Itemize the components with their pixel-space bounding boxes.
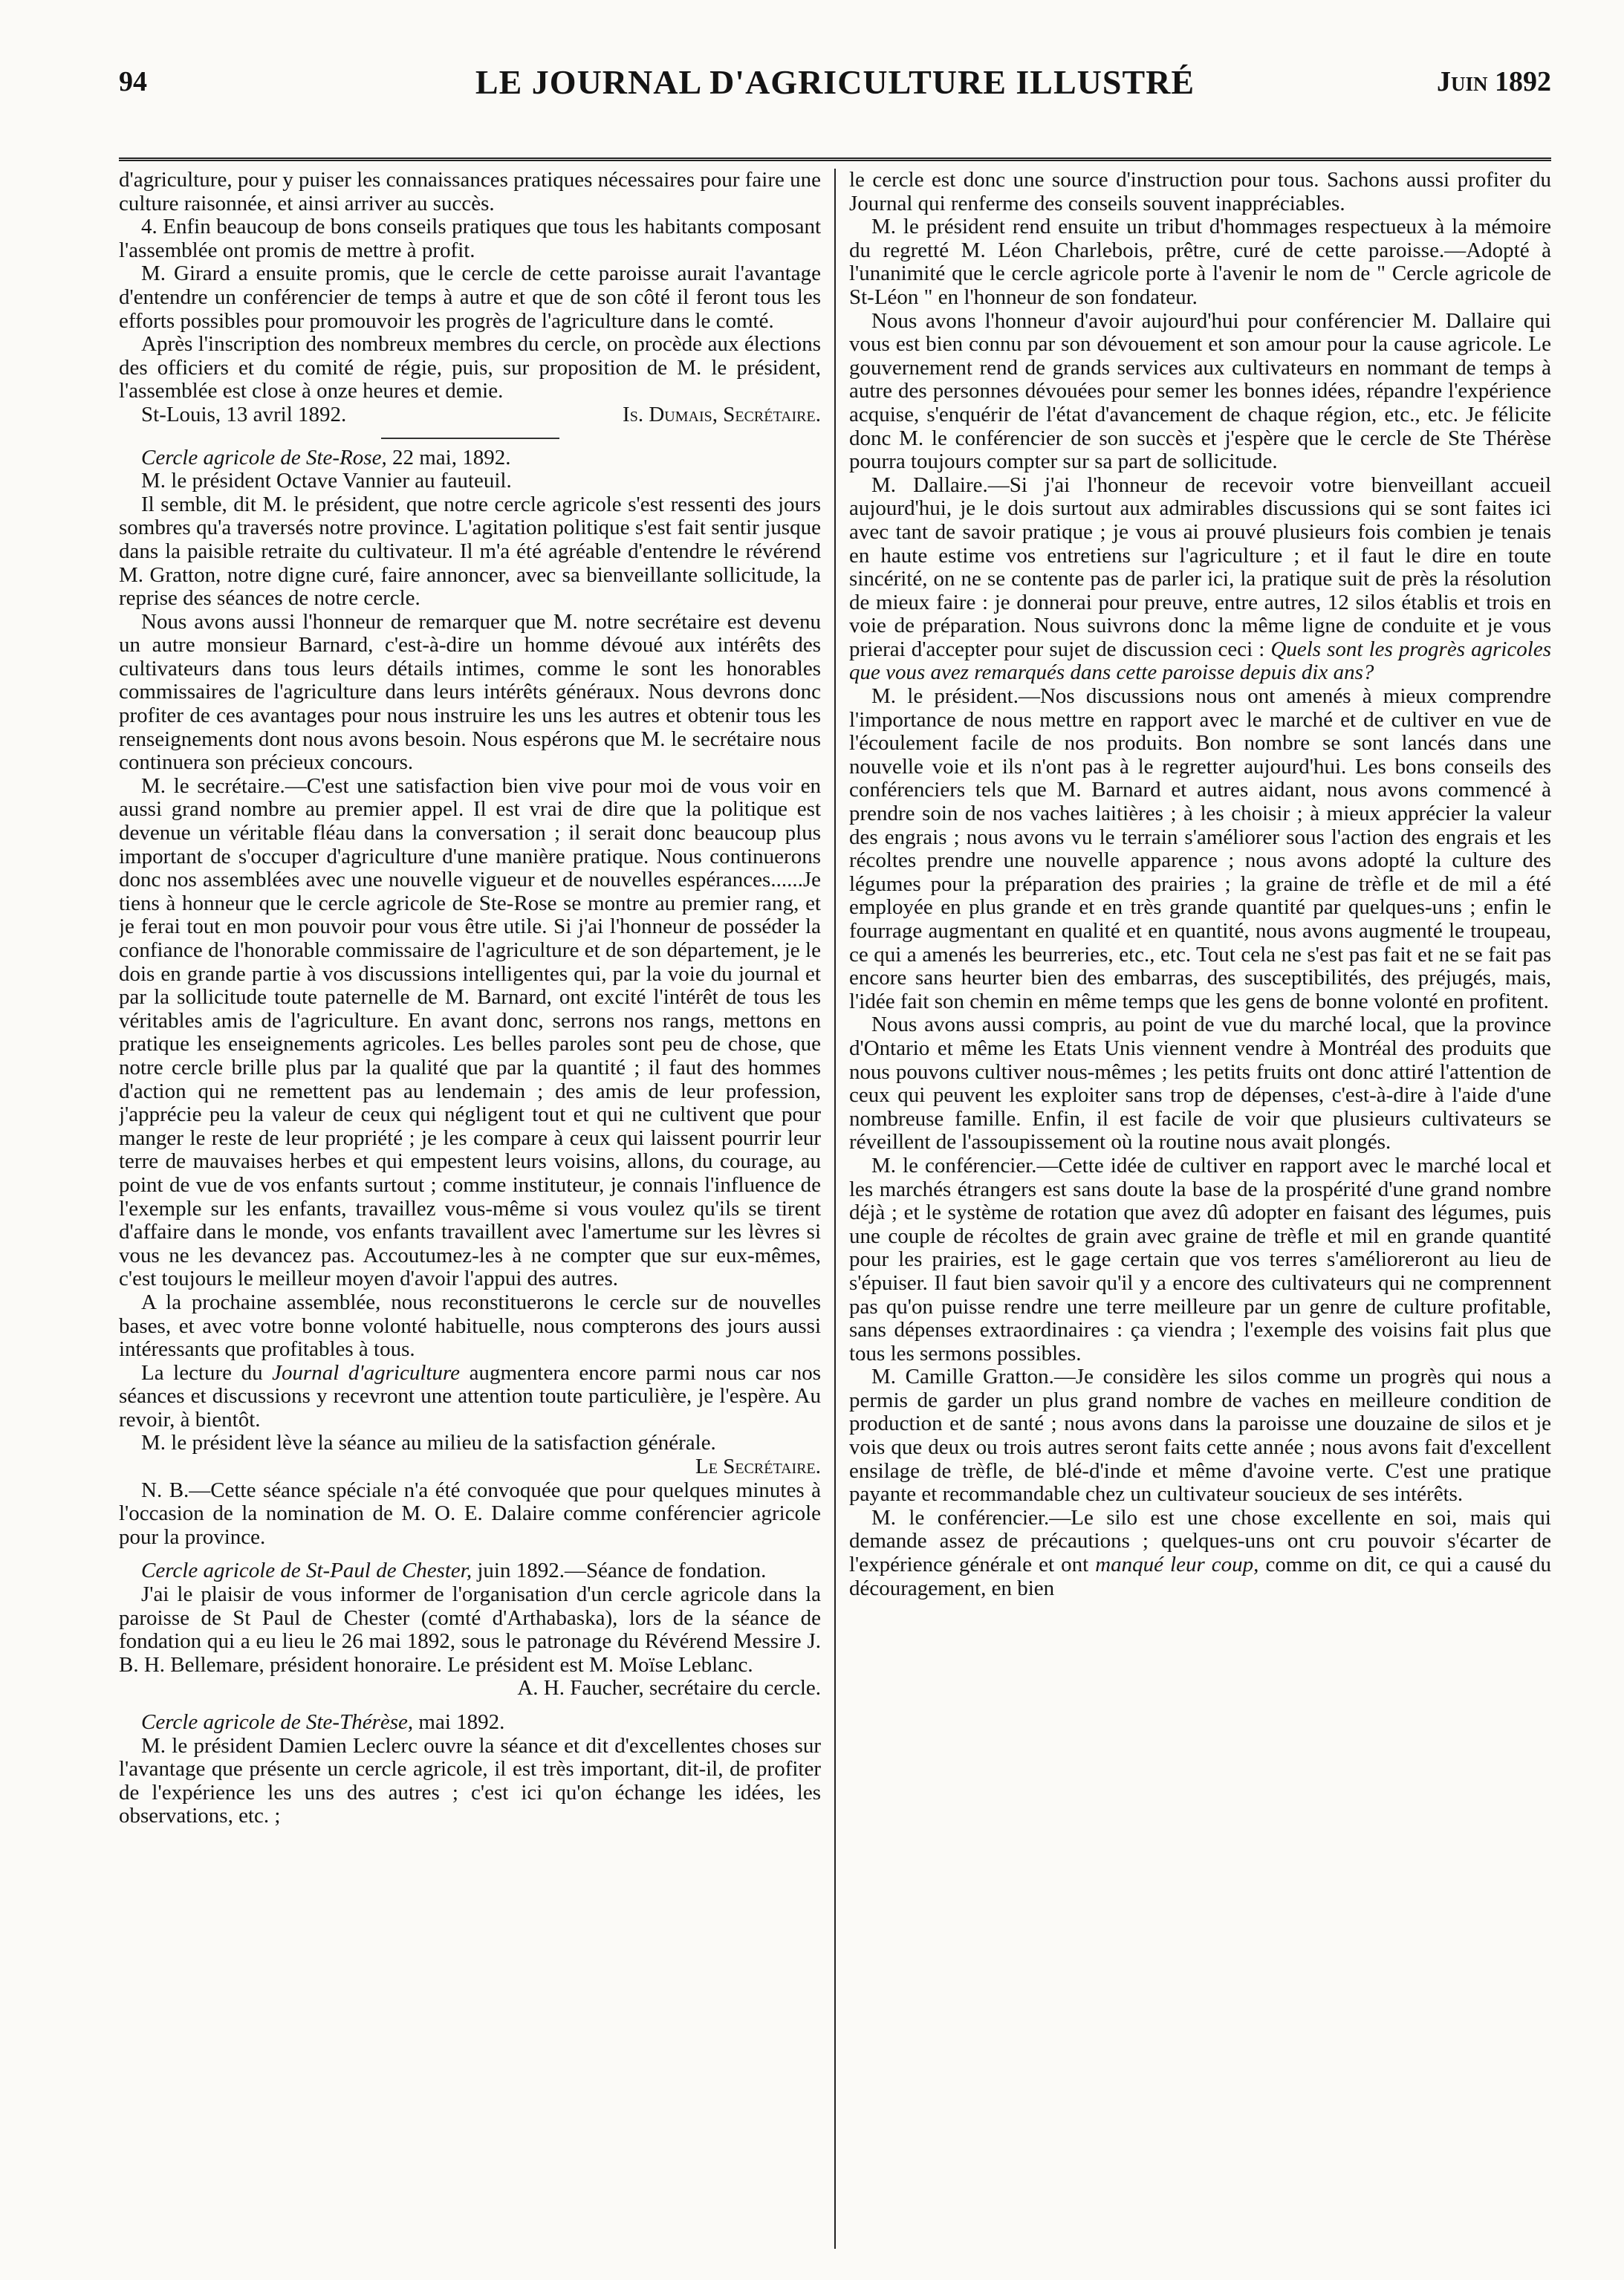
- secretary-signature: Le Secrétaire.: [695, 1455, 821, 1479]
- section-date: juin 1892.—Séance de fondation.: [472, 1559, 767, 1583]
- section-title: Cercle agricole de St-Paul de Chester,: [141, 1559, 472, 1583]
- paragraph: M. le président Octave Vannier au fauteuil.: [141, 469, 512, 493]
- section-date: 22 mai, 1892.: [386, 445, 511, 470]
- left-column: [119, 169, 834, 2249]
- discussion-question: Quels sont les progrès agricoles que vous avez remarqués dans cette paroisse depuis dix ans?: [849, 637, 1551, 685]
- article-columns: [119, 169, 1551, 2249]
- paragraph: M. le président Damien Leclerc ouvre la séance et dit d'excellentes choses sur l'avantage que présente un cercle agricole, il est très important, dit-il, de profiter de l'expérience les uns des autres ; c'est ici qu'on échange les idées, les observations, etc. ;: [119, 1733, 821, 1828]
- text-run: M. Dallaire.—Si j'ai l'honneur de recevoir votre bienveillant accueil aujourd'hui, je le dois surtout aux admirables discussions qui se sont faites ici avec tant de savoir pratique ; je vous ai prouvé plusieurs fois combien je tenais en haute estime vos entretiens sur l'agriculture ; et il faut le dire en toute sincérité, on ne se contente pas de parler ici, la pratique suit de près la résolution de mieux faire : je donnerai pour preuve, entre autres, 12 silos établis et trois en voie de préparation. Nous suivrons donc la même ligne de conduite et je vous prierai d'accepter pour sujet de discussion ceci :: [849, 472, 1551, 661]
- page-number: 94: [119, 66, 147, 97]
- journal-name: Journal d'agriculture: [272, 1360, 461, 1385]
- issue-date: Juin 1892: [1436, 66, 1551, 97]
- paragraph: le cercle est donc une source d'instruction pour tous. Sachons aussi profiter du Journal qui renferme des conseils souvent inappréciables.: [849, 169, 1551, 215]
- paragraph: M. le président lève la séance au milieu de la satisfaction générale.: [141, 1431, 716, 1455]
- paragraph: 4. Enfin beaucoup de bons conseils pratiques que tous les habitants composant l'assemblée ont promis de mettre à profit.: [119, 215, 821, 262]
- text-run: M. le conférencier.—Le silo est une chose excellente en soi, mais qui demande assez de précautions ; quelques-uns ont cru pouvoir s'écarter de l'expérience générale et ont: [849, 1505, 1551, 1577]
- section-heading: [119, 446, 821, 470]
- paragraph: M. le président.—Nos discussions nous ont amenés à mieux comprendre l'importance de nous mettre en rapport avec le marché et de cultiver en vue de l'écoulement facile de nos produits. Bon nombre se sont lancés dans une nouvelle voie et ils n'ont pas à le regretter aujourd'hui. Les bons conseils des conférenciers tels que M. Barnard et autres aidant, nous avons commencé à prendre soin de nos vaches laitières ; à les choisir ; à mieux apprécier la valeur des engrais ; nous avons vu le terrain s'améliorer sous l'action des engrais et les récoltes prendre une nouvelle apparence ; nous avons adopté la culture des légumes pour la préparation des prairies ; la graine de trèfle et de mil a été employée en plus grande et en très grande quantité par quelques-uns ; enfin le fourrage augmentant en qualité et en quantité, nous avons augmenté le troupeau, ce qui a amenés les beurreries, etc., etc. Tout cela ne s'est pas fait et ne se fait pas encore sans heurter bien des embarras, des susceptibilités, des préjugés, mais, l'idée fait son chemin en même temps que les gens de bonne volonté en profitent.: [849, 684, 1551, 1013]
- paragraph: M. le conférencier.—Cette idée de cultiver en rapport avec le marché local et les marchés étrangers est sans doute la base de la prospérité d'une grand nombre déjà ; et le système de rotation que avez dû adopter en faisant des légumes, puis une couple de récoltes de grain avec graine de trèfle et mil en grande quantité pour les prairies, est le gage certain que vos terres s'amélioreront au lieu de s'épuiser. Il faut bien savoir qu'il y a encore des cultivateurs qui ne comprennent pas qu'on puisse rendre une terre meilleure par un genre de culture profitable, sans dépenses extraordinaires : ça viendra ; l'exemple des voisins fait plus que tous les sermons possibles.: [849, 1153, 1551, 1365]
- paragraph: N. B.—Cette séance spéciale n'a été convoquée que pour quelques minutes à l'occasion de la nomination de M. O. E. Dalaire comme conférencier agricole pour la province.: [119, 1478, 821, 1549]
- paragraph: M. Camille Gratton.—Je considère les silos comme un progrès qui nous a permis de garder un plus grand nombre de vaches en meilleure condition de production et de santé ; nous avons dans la paroisse une douzaine de silos et je vois que deux ou trois autres seront faits cette année ; nous avons fait d'excellent ensilage de trèfle, de blé-d'inde et même d'avoine verte. C'est une pratique payante et recommandable chez un cultivateur soucieux de ses intérêts.: [849, 1365, 1551, 1507]
- paragraph: [119, 1362, 821, 1432]
- secretary-signature: A. H. Faucher, secrétaire du cercle.: [517, 1676, 821, 1701]
- paragraph: d'agriculture, pour y puiser les connaissances pratiques nécessaires pour faire une culture raisonnée, et ainsi arriver au succès.: [119, 169, 821, 215]
- spacer: [119, 1701, 821, 1711]
- paragraph: Nous avons aussi compris, au point de vue du marché local, que la province d'Ontario et même les Etats Unis viennent vendre à Montréal des produits que nous pouvons cultiver nous-mêmes ; les petits fruits ont donc attiré l'attention de ceux qui peuvent les exploiter sans trop de dépenses, c'est-à-dire à l'aide d'une nombreuse famille. Enfin, il est facile de voir que plusieurs cultivateurs se réveillent de l'assoupissement où la routine nous avait plongés.: [849, 1013, 1551, 1154]
- text-run: comme on dit, ce qui a causé du découragement, en bien: [849, 1553, 1551, 1600]
- paragraph: J'ai le plaisir de vous informer de l'organisation d'un cercle agricole dans la paroisse de St Paul de Chester (comté d'Arthabaska), lors de la séance de fondation qui a eu lieu le 26 mai 1892, sous le patronage du Révérend Messire J. B. H. Bellemare, président honoraire. Le président est M. Moïse Leblanc.: [119, 1582, 821, 1677]
- section-divider: [381, 438, 559, 439]
- text-run: La lecture du: [141, 1360, 273, 1385]
- section-heading: [119, 1711, 821, 1735]
- paragraph: A la prochaine assemblée, nous reconstituerons le cercle sur de nouvelles bases, et avec votre bonne volonté habituelle, nous compterons des jours aussi intéressants que profitables à tous.: [119, 1290, 821, 1362]
- paragraph: M. le président rend ensuite un tribut d'hommages respectueux à la mémoire du regretté M. Léon Charlebois, prêtre, curé de cette paroisse.—Adopté à l'unanimité que le cercle agricole porte à l'avenir le nom de " Cercle agricole de St-Léon " en l'honneur de son fondateur.: [849, 215, 1551, 309]
- paragraph: Nous avons l'honneur d'avoir aujourd'hui pour conférencier M. Dallaire qui vous est bien connu par son dévouement et son amour pour la cause agricole. Le gouvernement rend de grands services aux cultivateurs en nommant de temps à autre des personnes dévouées pour semer les bonnes idées, répandre l'expérience acquise, s'enquérir de l'état d'avancement de chaque région, etc., etc. Je félicite donc M. le conférencier de son succès et j'espère que le cercle de Ste Thérèse pourra toujours compter sur sa part de sollicitude.: [849, 308, 1551, 474]
- text-run: augmentera encore parmi nous car nos séances et discussions y recevront une attention toute particulière, je l'espère. Au revoir, à bientôt.: [119, 1360, 821, 1432]
- signature-line: [119, 403, 821, 427]
- paragraph: [849, 474, 1551, 685]
- section-title: Cercle agricole de Ste-Thérèse,: [141, 1710, 414, 1734]
- section-date: mai 1892.: [413, 1710, 505, 1734]
- italic-phrase: manqué leur coup,: [1095, 1553, 1259, 1577]
- journal-title: LE JOURNAL D'AGRICULTURE ILLUSTRÉ: [475, 63, 1195, 101]
- section-title: Cercle agricole de Ste-Rose,: [141, 445, 387, 470]
- secretary-signature: Is. Dumais, Secrétaire.: [623, 402, 821, 426]
- spacer: [119, 1549, 821, 1559]
- paragraph: Après l'inscription des nombreux membres du cercle, on procède aux élections des officiers et du comité de régie, puis, sur proposition de M. le président, l'assemblée est close à onze heures et demie.: [119, 332, 821, 403]
- paragraph: M. Girard a ensuite promis, que le cercle de cette paroisse aurait l'avantage d'entendre un conférencier de temps à autre et que de son côté il feront tous les efforts possibles pour promouvoir les progrès de l'agriculture dans le comté.: [119, 262, 821, 333]
- right-column: [836, 169, 1551, 2249]
- paragraph: Nous avons aussi l'honneur de remarquer que M. notre secrétaire est devenu un autre monsieur Barnard, c'est-à-dire un homme dévoué aux intérêts des cultivateurs dans tous leurs détails intimes, comme le sont les honorables commissaires de l'agriculture dans leurs intérêts généraux. Nous devrons donc profiter de ces avantages pour nous instruire les uns les autres et obtenir tous les renseignements dont nous avons besoin. Nous espérons que M. le secrétaire nous continuera son précieux concours.: [119, 609, 821, 775]
- paragraph: M. le secrétaire.—C'est une satisfaction bien vive pour moi de vous voir en aussi grand nombre au premier appel. Il est vrai de dire que la politique est devenue un véritable fléau dans la conversation ; il serait donc beaucoup plus important de s'occuper d'agriculture d'une manière pratique. Nous continuerons donc nos assemblées avec une nouvelle vigueur et de nouvelles espérances......Je tiens à honneur que le cercle agricole de Ste-Rose se montre au premier rang, et je ferai tout en mon pouvoir pour vous être utile. Si j'ai l'honneur de posséder la confiance de l'honorable commissaire de l'agriculture et de son département, je le dois en grande partie à vos discussions intelligentes qui, par la voie du journal et par la sollicitude toute paternelle de M. Barnard, ont excité l'intérêt de tous les véritables amis de l'agriculture. En avant donc, serrons nos rangs, mettons en pratique les enseignements agricoles. Les belles paroles sont peu de chose, que notre cercle brille plus par la qualité que par la quantité ; il faut des hommes d'action qui ne remettent pas au lendemain ; des amis de leur profession, j'apprécie peu la valeur de ceux qui négligent tout et qui ne cultivent que pour manger le reste de leur propriété ; je les compare à ceux qui laissent pourrir leur terre de mauvaises herbes et qui empestent leurs voisins, allons, du courage, au point de vue de vos enfants surtout ; comme instituteur, je connais l'influence de l'exemple sur les enfants, travaillez vous-même si vous voulez qu'ils se tirent d'affaire dans le monde, vos enfants travaillent avec l'amertume sur les lèvres si vous ne les devancez pas. Accoutumez-les à ne compter que sur eux-mêmes, c'est toujours le meilleur moyen d'avoir l'appui des autres.: [119, 773, 821, 1291]
- paragraph: [849, 1507, 1551, 1600]
- section-heading: [119, 1559, 821, 1583]
- place-date: St-Louis, 13 avril 1892.: [141, 402, 347, 426]
- page-header: [119, 0, 1551, 161]
- paragraph: Il semble, dit M. le président, que notre cercle agricole s'est ressenti des jours sombres qu'a traversés notre province. L'agitation politique s'est fait sentir jusque dans la paisible retraite du cultivateur. Il m'a été agréable d'entendre le révérend M. Gratton, notre digne curé, faire annoncer, avec sa bienveillante sollicitude, la reprise des séances de notre cercle.: [119, 492, 821, 611]
